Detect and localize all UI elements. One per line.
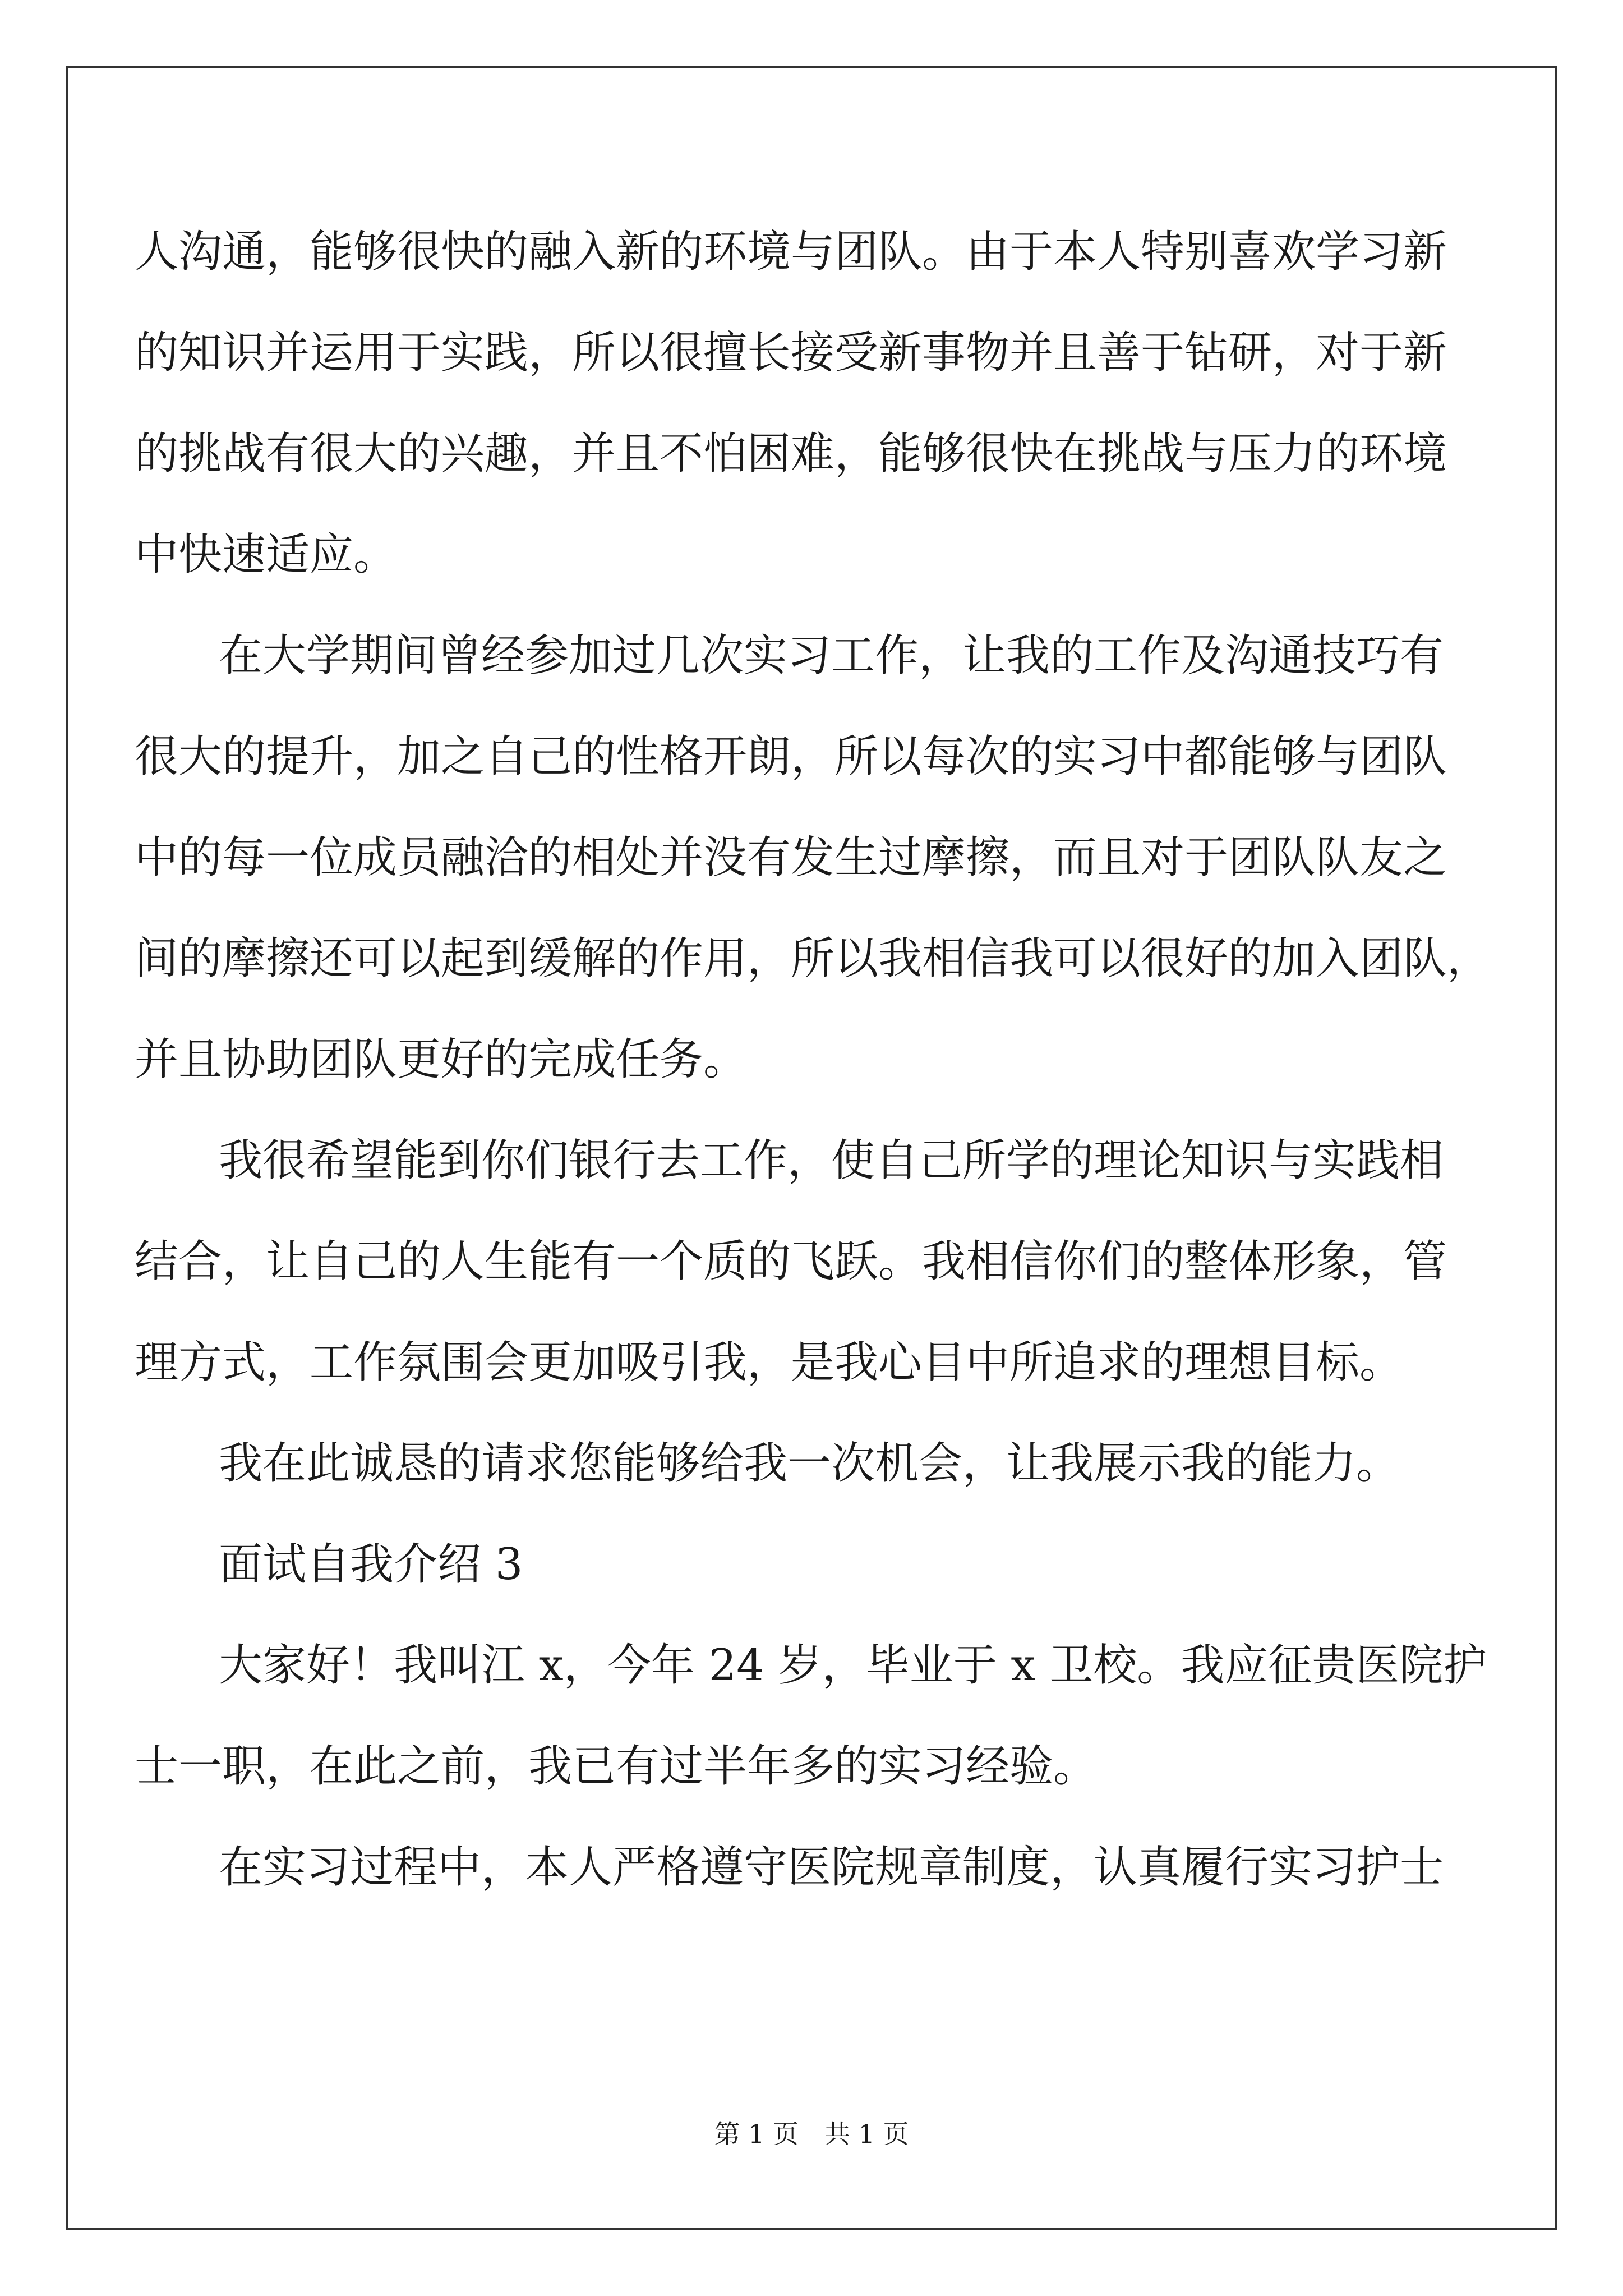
text-line: 大家好！我叫江 x，今年 24 岁，毕业于 x 卫校。我应征贵医院护: [219, 1640, 1487, 1691]
text-line: 人沟通，能够很快的融入新的环境与团队。由于本人特别喜欢学习新: [135, 227, 1447, 277]
text-line: 很大的提升，加之自己的性格开朗，所以每次的实习中都能够与团队: [135, 731, 1447, 782]
text-line: 我在此诚恳的请求您能够给我一次机会，让我展示我的能力。: [219, 1438, 1400, 1489]
text-line: 我很希望能到你们银行去工作，使自己所学的理论知识与实践相: [219, 1135, 1444, 1186]
text-line: 中快速适应。: [135, 530, 398, 580]
text-line: 在大学期间曾经参加过几次实习工作，让我的工作及沟通技巧有: [219, 631, 1444, 681]
text-line: 中的每一位成员融洽的相处并没有发生过摩擦，而且对于团队队友之: [135, 832, 1447, 883]
page-number-footer: 第 1 页 共 1 页: [714, 2119, 909, 2149]
text-line: 的知识并运用于实践，所以很擅长接受新事物并且善于钻研，对于新: [135, 328, 1447, 378]
text-line: 士一职，在此之前，我已有过半年多的实习经验。: [135, 1741, 1098, 1792]
text-line: 的挑战有很大的兴趣，并且不怕困难，能够很快在挑战与压力的环境: [135, 429, 1447, 479]
text-line: 并且协助团队更好的完成任务。: [135, 1034, 748, 1085]
text-line: 间的摩擦还可以起到缓解的作用，所以我相信我可以很好的加入团队，: [135, 933, 1491, 984]
text-line: 在实习过程中，本人严格遵守医院规章制度，认真履行实习护士: [219, 1842, 1444, 1893]
section-heading: 面试自我介绍 3: [219, 1539, 523, 1590]
text-line: 理方式，工作氛围会更加吸引我，是我心目中所追求的理想目标。: [135, 1337, 1404, 1388]
text-line: 结合，让自己的人生能有一个质的飞跃。我相信你们的整体形象，管: [135, 1236, 1447, 1287]
